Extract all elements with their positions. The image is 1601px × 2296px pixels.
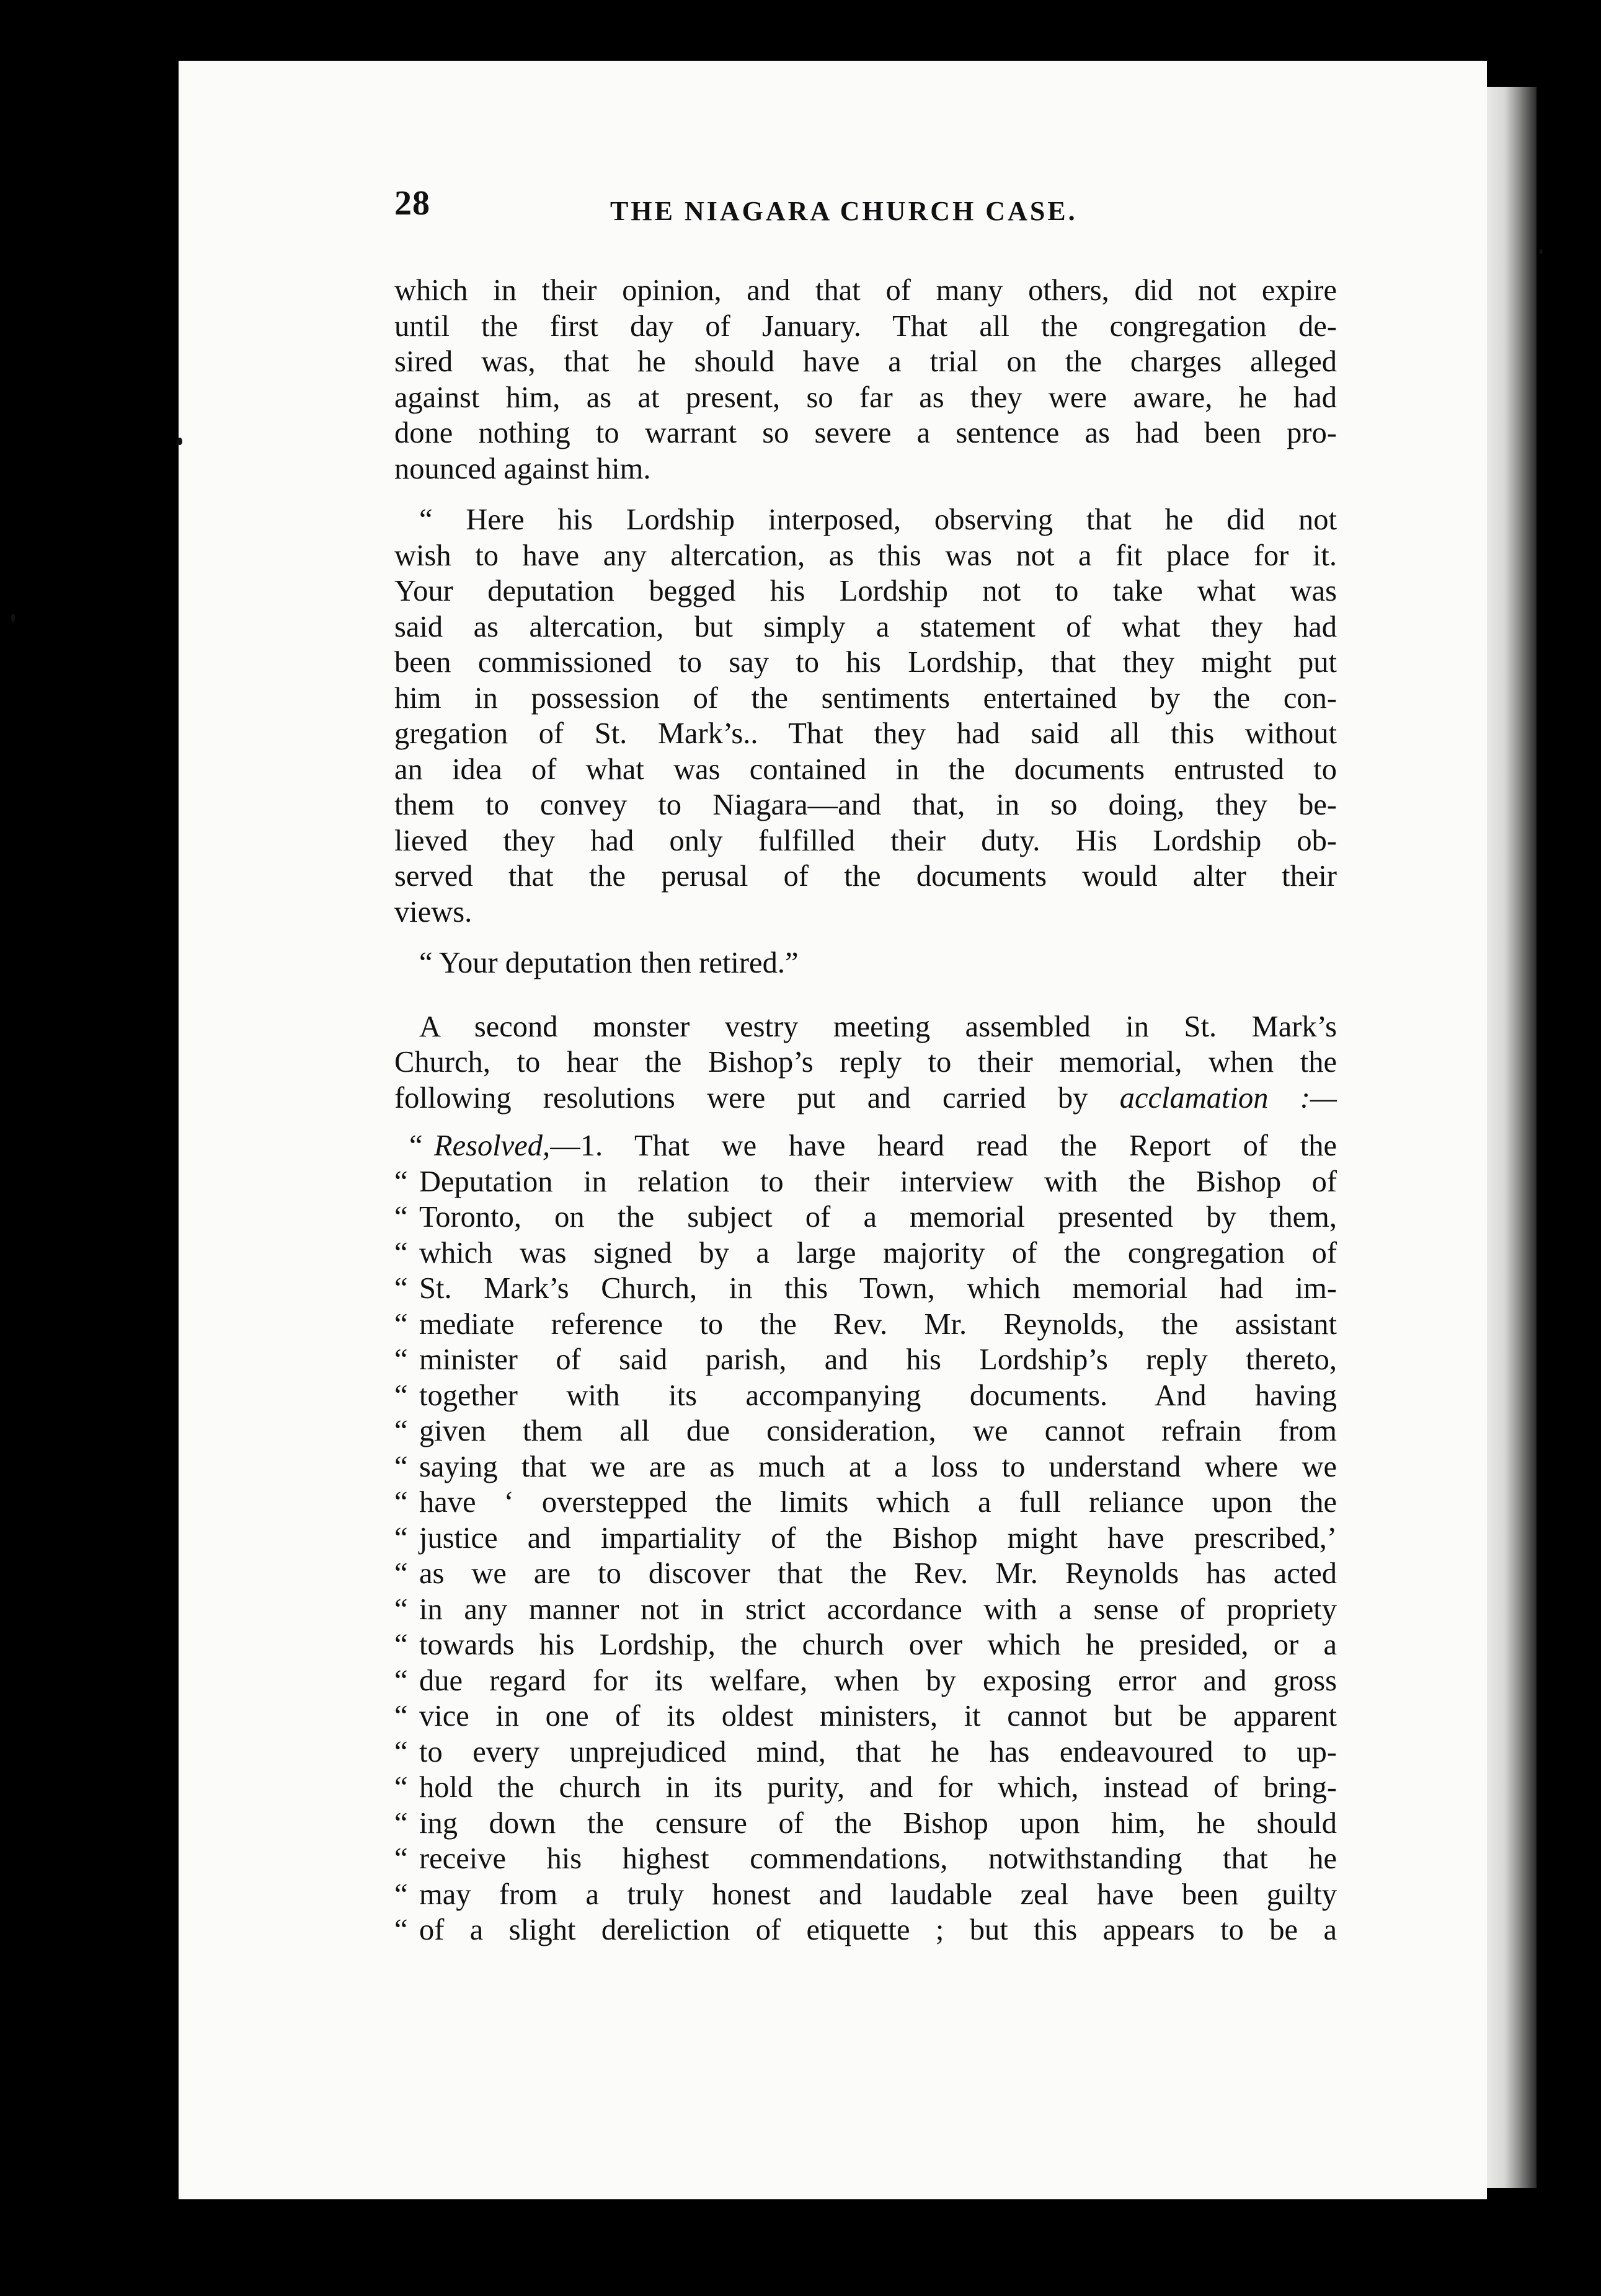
text-line: wish to have any altercation, as this was not a fit place for it.: [394, 539, 1337, 572]
text-line: [394, 1342, 1337, 1378]
text-line: [394, 1770, 1337, 1806]
text-line: [394, 1199, 1337, 1235]
quote-mark: “: [394, 1628, 408, 1661]
scan-speck: [177, 438, 182, 445]
page-text-column: [394, 186, 1337, 1948]
quote-mark: “: [394, 1771, 408, 1804]
quote-mark: “: [394, 1236, 408, 1269]
emphasis-acclamation: acclamation :—: [1119, 1081, 1337, 1115]
page-number: 28: [394, 184, 430, 223]
text-line: [394, 1080, 1337, 1116]
quote-mark: “: [409, 1129, 423, 1162]
text-span: minister of said parish, and his Lordship’s reply thereto,: [419, 1343, 1337, 1376]
text-line: A second monster vestry meeting assembled in St. Mark’s: [419, 1010, 1337, 1043]
quote-mark: “: [394, 1842, 408, 1875]
text-line: an idea of what was contained in the documents entrusted to: [394, 753, 1337, 786]
text-span: —1. That we have heard read the Report of the: [550, 1129, 1337, 1162]
text-span: Deputation in relation to their interview with the Bishop of: [419, 1165, 1337, 1198]
text-span: may from a truly honest and laudable zeal have been guilty: [419, 1878, 1337, 1911]
quote-mark: “: [394, 1592, 408, 1626]
text-line: [394, 1164, 1337, 1200]
quote-mark: “: [394, 1307, 408, 1341]
text-span: following resolutions were put and carried by: [394, 1081, 1120, 1115]
text-line: views.: [394, 895, 472, 929]
text-span: mediate reference to the Rev. Mr. Reynolds, the assistant: [419, 1307, 1337, 1341]
text-line: [394, 1627, 1337, 1663]
text-line: [394, 1521, 1337, 1556]
text-span: together with its accompanying documents. And having: [419, 1379, 1337, 1412]
quote-mark: “: [394, 1878, 408, 1911]
text-line: Your deputation begged his Lordship not to take what was: [394, 575, 1337, 607]
quote-mark: “: [394, 1521, 408, 1555]
quote-mark: “: [394, 1735, 408, 1768]
text-span: justice and impartiality of the Bishop might have prescribed,’: [419, 1521, 1337, 1555]
text-span: towards his Lordship, the church over which he presided, or a: [419, 1628, 1337, 1661]
quote-mark: “: [394, 1201, 408, 1234]
text-span: receive his highest commendations, notwithstanding that he: [419, 1842, 1337, 1875]
quote-mark: “: [394, 1343, 408, 1376]
text-line: done nothing to warrant so severe a sentence as had been pro-: [394, 417, 1337, 449]
quote-mark: “: [394, 1450, 408, 1483]
text-line: sired was, that he should have a trial on the charges alleged: [394, 345, 1337, 378]
scan-speck: [11, 614, 15, 622]
text-span: have ‘ overstepped the limits which a full reliance upon the: [419, 1486, 1337, 1519]
text-line: served that the perusal of the documents would alter their: [394, 860, 1337, 893]
text-span: to every unprejudiced mind, that he has endeavoured to up-: [419, 1735, 1337, 1768]
text-span: in any manner not in strict accordance with a sense of propriety: [419, 1592, 1337, 1626]
page-edge-shadow: [1487, 87, 1537, 2188]
text-line: [394, 1841, 1337, 1877]
text-span: saying that we are as much at a loss to understand where we: [419, 1450, 1337, 1483]
text-line: [394, 1663, 1337, 1699]
text-span: which was signed by a large majority of the congregation of: [419, 1236, 1337, 1269]
text-line: [394, 1413, 1337, 1449]
quote-mark: “: [394, 1272, 408, 1305]
text-line: [394, 1128, 1337, 1164]
text-span: St. Mark’s Church, in this Town, which memorial had im-: [419, 1272, 1337, 1305]
text-line: against him, as at present, so far as they were aware, he had: [394, 381, 1337, 414]
quote-mark: “: [394, 1486, 408, 1519]
text-line: Church, to hear the Bishop’s reply to their memorial, when the: [394, 1046, 1337, 1079]
text-span: vice in one of its oldest ministers, it cannot but be apparent: [419, 1700, 1337, 1733]
text-span: given them all due consideration, we cannot refrain from: [419, 1415, 1337, 1447]
paragraph-second-vestry-meeting: [394, 1009, 1337, 1116]
text-line: [394, 1235, 1337, 1271]
text-line: them to convey to Niagara—and that, in so doing, they be-: [394, 788, 1337, 821]
text-line: which in their opinion, and that of many others, did not expire: [394, 274, 1337, 307]
quote-mark: “: [394, 1165, 408, 1198]
text-span: of a slight dereliction of etiquette ; but this appears to be a: [419, 1914, 1337, 1946]
quote-mark: “: [394, 1914, 408, 1946]
text-line: nounced against him.: [394, 452, 651, 485]
text-line: [394, 1592, 1337, 1628]
text-line: [394, 1271, 1337, 1307]
text-line: said as altercation, but simply a statement of what they had: [394, 610, 1337, 643]
scan-speck: [1539, 249, 1543, 254]
text-line: [394, 1912, 1337, 1948]
text-span: ing down the censure of the Bishop upon him, he should: [419, 1806, 1337, 1840]
text-line: [394, 1378, 1337, 1414]
running-head: [394, 186, 1337, 242]
text-line: him in possession of the sentiments entertained by the con-: [394, 681, 1337, 715]
paragraph-lordship-interposed: [394, 502, 1337, 930]
text-span: due regard for its welfare, when by exposing error and gross: [419, 1664, 1337, 1697]
text-line: [394, 1556, 1337, 1592]
text-line: been commissioned to say to his Lordship, that they might put: [394, 646, 1337, 679]
text-span: as we are to discover that the Rev. Mr. Reynolds has acted: [419, 1557, 1337, 1590]
text-line: gregation of St. Mark’s.. That they had said all this without: [394, 717, 1337, 750]
text-line: “ Here his Lordship interposed, observing that he did not: [419, 503, 1337, 536]
paragraph-deputation-retired: [394, 945, 1337, 981]
text-line: [394, 1698, 1337, 1734]
text-line: [394, 1877, 1337, 1913]
resolved-label: Resolved,: [434, 1129, 551, 1162]
text-line: until the first day of January. That all the congregation de-: [394, 309, 1337, 343]
text-line: [394, 1806, 1337, 1842]
text-line: [394, 1307, 1337, 1343]
text-line: [394, 1449, 1337, 1485]
header-title: THE NIAGARA CHURCH CASE.: [610, 196, 1078, 226]
paragraph-continuation: [394, 273, 1337, 487]
text-line: “ Your deputation then retired.”: [419, 947, 799, 979]
quote-mark: “: [394, 1557, 408, 1590]
text-line: [394, 1485, 1337, 1521]
text-span: Toronto, on the subject of a memorial presented by them,: [419, 1201, 1337, 1234]
quote-mark: “: [394, 1806, 408, 1840]
text-line: [394, 1734, 1337, 1770]
quote-mark: “: [394, 1379, 408, 1412]
text-span: hold the church in its purity, and for which, instead of bring-: [419, 1771, 1337, 1804]
quote-mark: “: [394, 1700, 408, 1733]
text-line: lieved they had only fulfilled their duty. His Lordship ob-: [394, 824, 1337, 857]
quote-mark: “: [394, 1415, 408, 1447]
resolution-quote: [394, 1128, 1337, 1948]
quote-mark: “: [394, 1664, 408, 1697]
